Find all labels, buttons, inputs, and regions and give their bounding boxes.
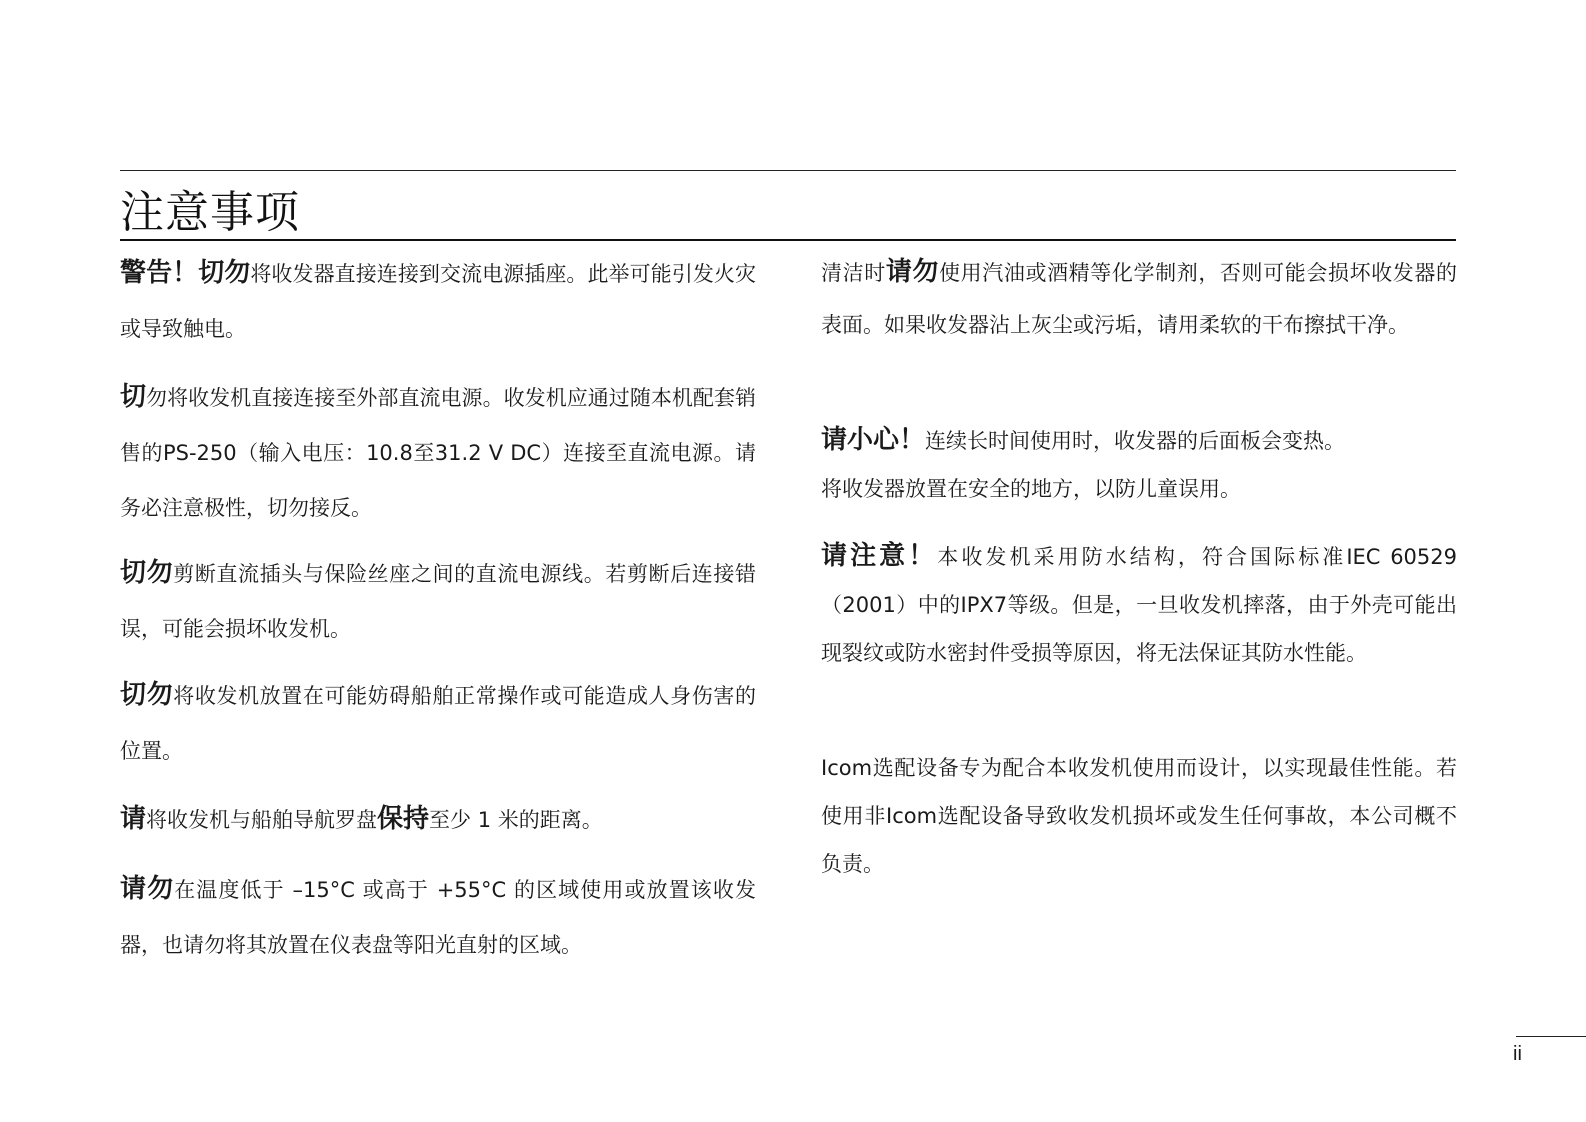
- top-rule: [120, 170, 1456, 171]
- caution-cleaning: [821, 246, 1457, 416]
- caution-placement: [120, 668, 756, 792]
- caution-text: 将收发机放置在可能妨碍船舶正常操作或可能造成人身伤害的位置。: [120, 684, 756, 763]
- page-title: 注意事项: [120, 187, 300, 238]
- cleaning-pre: 清洁时: [821, 261, 886, 285]
- caution-dc-cable: [120, 546, 756, 668]
- caution-text-distance: 至少 1 米的距离。: [429, 808, 603, 832]
- caution-text-children: 将收发器放置在安全的地方，以防儿童误用。: [821, 477, 1241, 501]
- caution-temperature: [120, 862, 756, 973]
- caution-lead: 请: [120, 804, 147, 834]
- caution-lead-keep: 保持: [377, 804, 430, 834]
- warning-ac-power: [120, 246, 756, 370]
- caution-text: 剪断直流插头与保险丝座之间的直流电源线。若剪断后连接错误，可能会损坏收发机。: [120, 562, 756, 641]
- caution-lead: 切勿: [120, 558, 174, 588]
- caution-text: 使用汽油或酒精等化学制剂，否则可能会损坏收发器的表面。如果收发器沾上灰尘或污垢，请用柔软的干布擦拭干净。: [821, 261, 1457, 337]
- page-number-rule: [1516, 1036, 1586, 1037]
- left-column: [120, 246, 756, 973]
- title-underline: [120, 239, 1456, 241]
- caution-dc-power: [120, 370, 756, 546]
- caution-text: 将收发机与船舶导航罗盘: [146, 808, 378, 832]
- note-text: Icom选配设备专为配合本收发机使用而设计，以实现最佳性能。若使用非Icom选配设备导致收发机损坏或发生任何事故，本公司概不负责。: [821, 756, 1457, 876]
- caution-lead: 请勿: [120, 874, 175, 904]
- right-column: [821, 246, 1457, 888]
- note-waterproof: [821, 532, 1457, 744]
- caution-compass: [120, 792, 756, 862]
- warning-lead: 警告！切勿: [120, 258, 251, 288]
- note-options: [821, 744, 1457, 888]
- note-text: 本收发机采用防水结构，符合国际标准IEC 60529（2001）中的IPX7等级。但是，一旦收发机摔落，由于外壳可能出现裂纹或防水密封件受损等原因，将无法保证其防水性能。: [821, 545, 1457, 665]
- caution-text: 在温度低于 –15°C 或高于 +55°C 的区域使用或放置该收发器，也请勿将其放置在仪表盘等阳光直射的区域。: [120, 878, 756, 957]
- caution-text: 勿将收发机直接连接至外部直流电源。收发机应通过随本机配套销售的PS-250（输入电压：10.8至31.2 V DC）连接至直流电源。请务必注意极性，切勿接反。: [120, 386, 756, 520]
- caution-lead: 切勿: [120, 680, 174, 710]
- caution-text: 连续长时间使用时，收发器的后面板会变热。: [925, 429, 1346, 453]
- page-number: ii: [1513, 1043, 1522, 1065]
- caution-lead: 请勿: [885, 257, 940, 287]
- caution-heat: [821, 416, 1457, 532]
- warning-text: 将收发器直接连接到交流电源插座。此举可能引发火灾或导致触电。: [120, 262, 756, 341]
- caution-lead: 切: [120, 382, 147, 412]
- caution-lead: 请小心！: [821, 425, 926, 455]
- note-lead: 请注意！: [821, 541, 938, 571]
